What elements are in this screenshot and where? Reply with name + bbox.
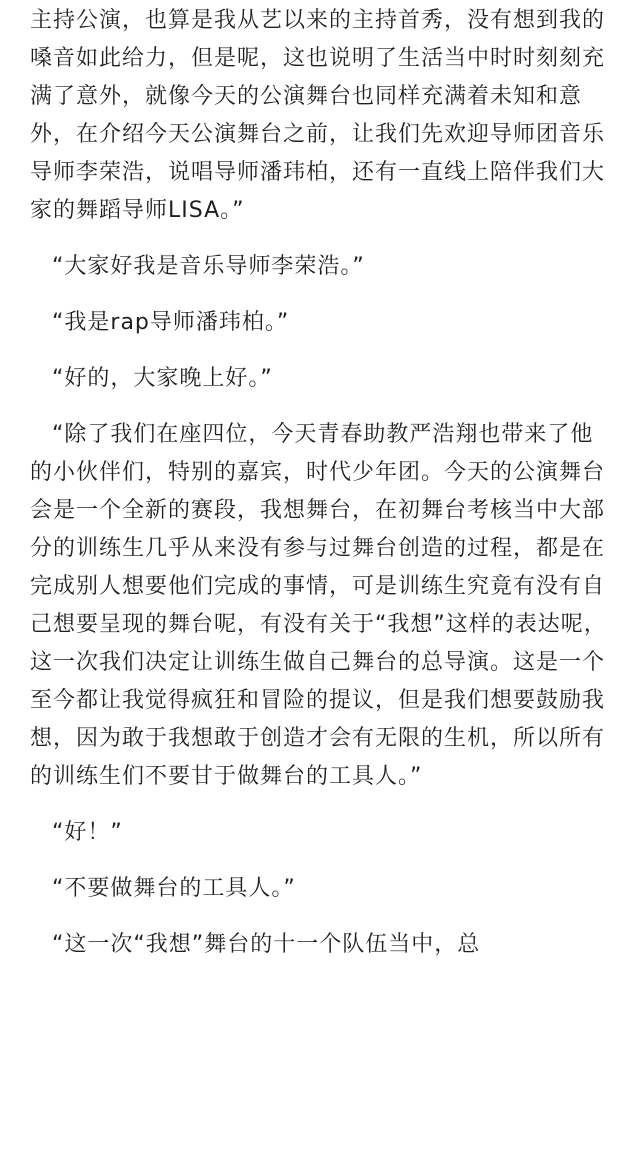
paragraph-li-ronghao-greeting: “大家好我是音乐导师李荣浩。” [52,254,365,279]
paragraph-eleven-teams: “这一次“我想”舞台的十一个队伍当中，总 [52,932,481,957]
paragraph-stage-announcement: “除了我们在座四位，今天青春助教严浩翔也带来了他的小伙伴们，特别的嘉宾，时代少年团。今天的公演舞台会是一个全新的赛段，我想舞台，在初舞台考核当中大部分的训练生几乎从来没有参与过舞台创造的过程，都是在完成别人想要他们完成的事情，可是训练生究竟有没有自己想要呈现的舞台呢，有没有关于“我想”这样的表达呢，这一次我们决定让训练生做自己舞台的总导演。这是一个至今都让我觉得疯狂和冒险的提议，但是我们想要鼓励我想，因为敢于我想敢于创造才会有无限的生机，所以所有的训练生们不要甘于做舞台的工具人。” [30,422,607,789]
paragraph-good-evening: “好的，大家晚上好。” [52,366,273,391]
paragraph-good-reply: “好！” [52,820,123,845]
paragraph-host-intro: 主持公演，也算是我从艺以来的主持首秀，没有想到我的嗓音如此给力，但是呢，这也说明了生活当中时时刻刻充满了意外，就像今天的公演舞台也同样充满着未知和意外，在介绍今天公演舞台之前，让我们先欢迎导师团音乐导师李荣浩，说唱导师潘玮柏，还有一直线上陪伴我们大家的舞蹈导师LISA。” [30,8,606,223]
paragraph-pan-weibo-greeting: “我是rap导师潘玮柏。” [52,310,290,335]
paragraph-not-tool: “不要做舞台的工具人。” [52,876,296,901]
